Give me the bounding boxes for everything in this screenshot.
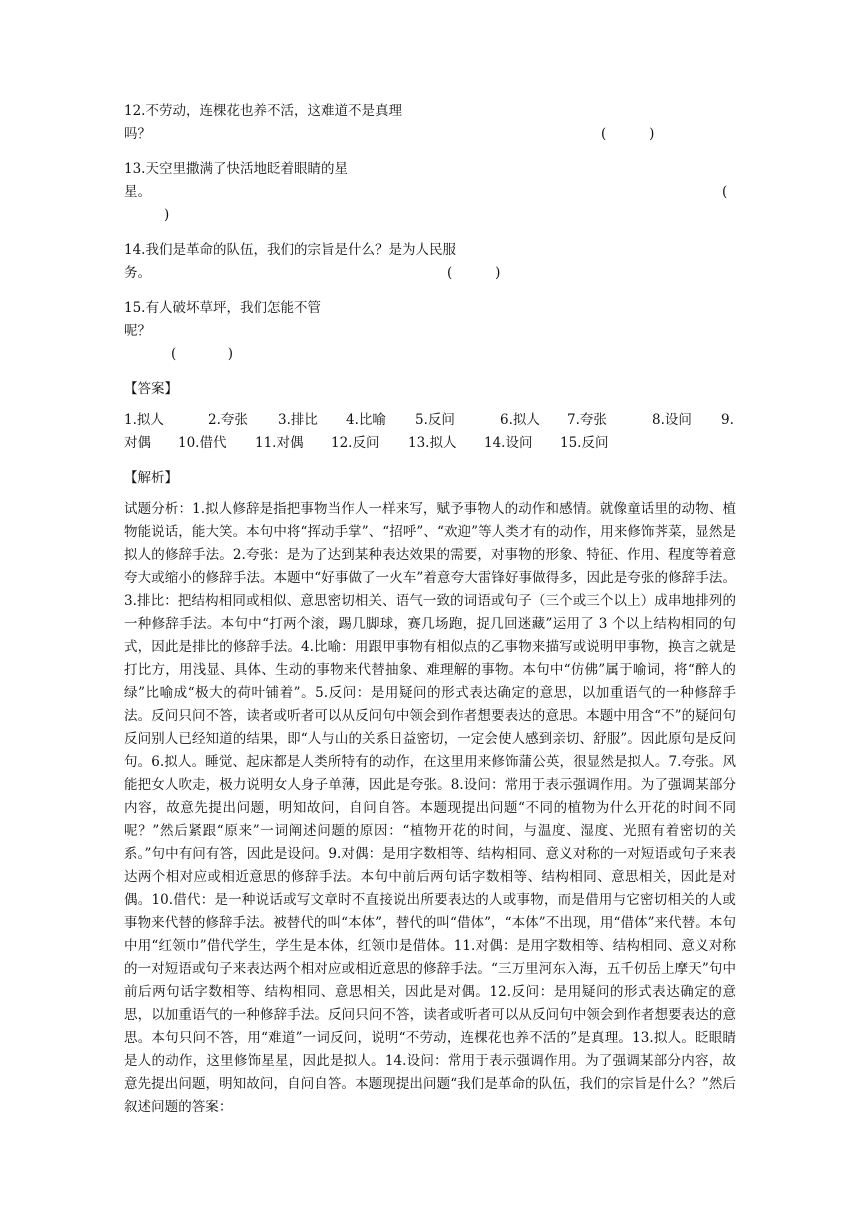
answer-item: 4.比喻 [346, 412, 386, 428]
answer-blank[interactable]: ( ) [447, 265, 501, 281]
answer-row-2 [124, 432, 736, 455]
answer-blank-open[interactable]: ( [722, 184, 728, 200]
answer-item: 7.夸张 [567, 412, 607, 428]
answer-item: 6.拟人 [500, 412, 540, 428]
answer-item: 12.反问 [331, 435, 380, 451]
answer-blank[interactable]: ( ) [171, 346, 234, 362]
question-14 [124, 239, 736, 285]
answer-item: 10.借代 [178, 435, 227, 451]
question-text: 15.有人破坏草坪，我们怎能不管 [124, 300, 321, 316]
answer-item: 15.反问 [560, 435, 609, 451]
answer-blank-line [124, 343, 736, 366]
question-text-tail: 呢？ [124, 323, 151, 339]
answer-blank-close[interactable]: ) [164, 207, 170, 223]
question-text-tail: 务。 [124, 265, 151, 281]
question-text-tail: 吗？ [124, 126, 151, 142]
question-text: 14.我们是革命的队伍，我们的宗旨是什么？是为人民服 [124, 242, 456, 258]
answer-list [124, 409, 736, 455]
answer-item: 1.拟人 [124, 412, 164, 428]
question-text: 13.天空里撒满了快活地眨着眼睛的星 [124, 161, 348, 177]
question-text: 12.不劳动，连棵花也养不活，这难道不是真理 [124, 103, 402, 119]
answer-blank-continued [124, 204, 736, 227]
analysis-heading: 【解析】 [124, 470, 178, 486]
answer-item: 9. [721, 412, 734, 428]
answer-item: 13.拟人 [408, 435, 457, 451]
answer-item: 对偶 [124, 435, 151, 451]
answer-item: 5.反问 [415, 412, 455, 428]
question-text-continued [124, 262, 736, 285]
document-page [124, 100, 736, 1119]
answer-blank[interactable]: ( ) [601, 126, 655, 142]
question-12 [124, 100, 736, 146]
question-text-tail: 星。 [124, 184, 151, 200]
analysis-text: 试题分析：1.拟人修辞是指把事物当作人一样来写，赋予事物人的动作和感情。就像童话里的动物、植物能说话，能大笑。本句中将“挥动手掌”、“招呼”、“欢迎”等人类才有的动作，用来修饰荠菜，显然是拟人的修辞手法。2.夸张：是为了达到某种表达效果的需要，对事物的形象、特征、作用、程度等着意夸大或缩小的修辞手法。本题中“好事做了一火车”着意夸大雷锋好事做得多，因此是夸张的修辞手法。3.排比：把结构相同或相似、意思密切相关、语气一致的词语或句子（三个或三个以上）成串地排列的一种修辞手法。本句中“打两个滚，踢几脚球，赛几场跑，捉几回迷藏”运用了 3 个以上结构相同的句式，因此是排比的修辞手法。4.比喻：用跟甲事物有相似点的乙事物来描写或说明甲事物，换言之就是打比方，用浅显、具体、生动的事物来代替抽象、难理解的事物。本句中“仿佛”属于喻词，将“醉人的绿”比喻成“极大的荷叶铺着”。5.反问：是用疑问的形式表达确定的意思，以加重语气的一种修辞手法。反问只问不答，读者或听者可以从反问句中领会到作者想要表达的意思。本题中用含“不”的疑问句反问别人已经知道的结果，即“人与山的关系日益密切，一定会使人感到亲切、舒服”。因此原句是反问句。6.拟人。睡觉、起床都是人类所特有的动作，在这里用来修饰蒲公英，很显然是拟人。7.夸张。风能把女人吹走，极力说明女人身子单薄，因此是夸张。8.设问：常用于表示强调作用。为了强调某部分内容，故意先提出问题，明知故问，自问自答。本题现提出问题“不同的植物为什么开花的时间不同呢？”然后紧跟“原来”一词阐述问题的原因：“植物开花的时间，与温度、湿度、光照有着密切的关系。”句中有问有答，因此是设问。9.对偶：是用字数相等、结构相同、意义对称的一对短语或句子来表达两个相对应或相近意思的修辞手法。本句中前后两句话字数相等、结构相同、意思相关，因此是对偶。10.借代：是一种说话或写文章时不直接说出所要表达的人或事物，而是借用与它密切相关的人或事物来代替的修辞手法。被替代的叫“本体”，替代的叫“借体”，“本体”不出现，用“借体”来代替。本句中用“红领巾”借代学生，学生是本体，红领巾是借体。11.对偶：是用字数相等、结构相同、意义对称的一对短语或句子来表达两个相对应或相近意思的修辞手法。“三万里河东入海，五千仞岳上摩天”句中前后两句话字数相等、结构相同、意思相关，因此是对偶。12.反问：是用疑问的形式表达确定的意思，以加重语气的一种修辞手法。反问只问不答，读者或听者可以从反问句中领会到作者想要表达的意思。本句只问不答，用“难道”一词反问，说明“不劳动，连棵花也养不活的”是真理。13.拟人。眨眼睛是人的动作，这里修饰星星，因此是拟人。14.设问：常用于表示强调作用。为了强调某部分内容，故意先提出问题，明知故问，自问自答。本题现提出问题“我们是革命的队伍，我们的宗旨是什么？”然后叙述问题的答案： [124, 501, 736, 1115]
answer-item: 14.设问 [484, 435, 533, 451]
question-15 [124, 297, 736, 366]
answer-item: 8.设问 [652, 412, 692, 428]
answer-item: 2.夸张 [208, 412, 248, 428]
question-text-continued [124, 123, 736, 146]
answer-item: 3.排比 [278, 412, 318, 428]
question-13 [124, 158, 736, 227]
answer-row-1 [124, 409, 736, 432]
answer-heading: 【答案】 [124, 381, 178, 397]
question-text-continued [124, 320, 736, 343]
question-text-continued [124, 181, 736, 204]
answer-item: 11.对偶 [255, 435, 304, 451]
